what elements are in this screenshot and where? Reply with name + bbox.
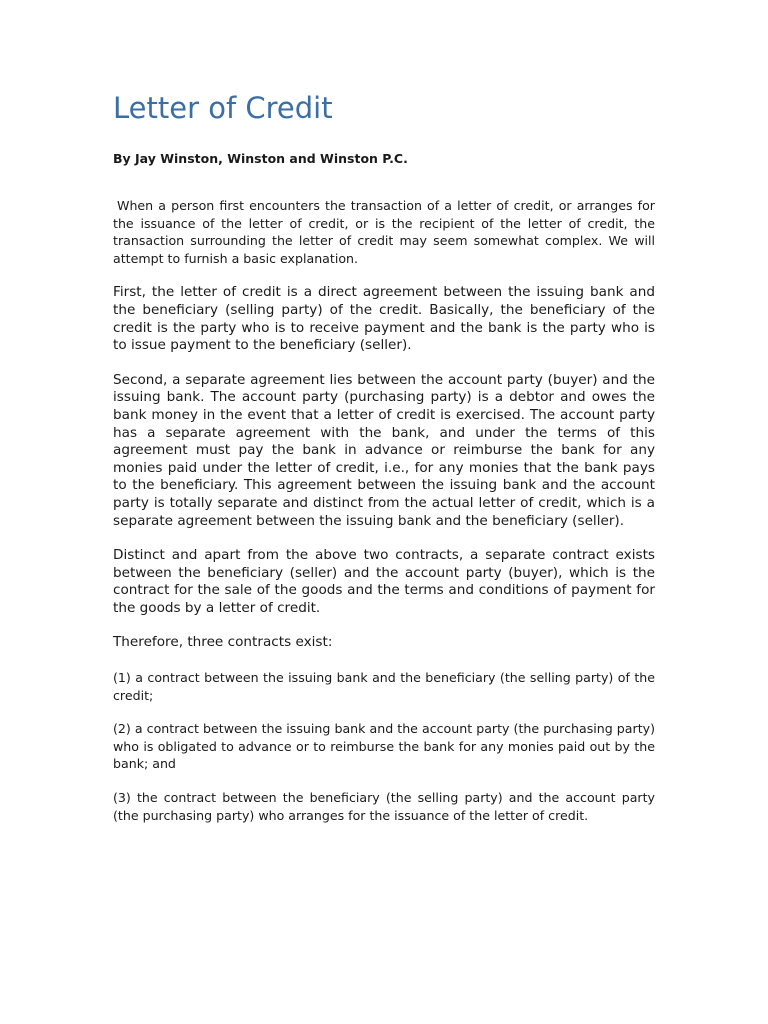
contract-item: (1) a contract between the issuing bank and the beneficiary (the selling party) of the credit; — [113, 670, 655, 703]
paragraph-first: First, the letter of credit is a direct agreement between the issuing bank and the beneficiary (selling party) of the credit. Basically, the beneficiary of the credit is the party who is to receive payment and the bank is the party who is to issue payment to the beneficiary (seller). — [113, 284, 655, 354]
contract-item: (3) the contract between the beneficiary (the selling party) and the account party (the purchasing party) who arranges for the issuance of the letter of credit. — [113, 790, 655, 823]
paragraph-second: Second, a separate agreement lies between the account party (buyer) and the issuing bank. The account party (purchasing party) is a debtor and owes the bank money in the event that a letter of credit is exercised. The account party has a separate agreement with the bank, and under the terms of this agreement must pay the bank in advance or reimburse the bank for any monies paid under the letter of credit, i.e., for any monies that the bank pays to the beneficiary. This agreement between the issuing bank and the account party is totally separate and distinct from the actual letter of credit, which is a separate agreement between the issuing bank and the beneficiary (seller). — [113, 371, 655, 529]
contract-item: (2) a contract between the issuing bank and the account party (the purchasing party) who is obligated to advance or to reimburse the bank for any monies paid out by the bank; and — [113, 721, 655, 772]
paragraph-therefore: Therefore, three contracts exist: — [113, 634, 333, 651]
paragraph-intro: When a person first encounters the transaction of a letter of credit, or arranges for the issuance of the letter of credit, or is the recipient of the letter of credit, the transaction surrounding the letter of credit may seem somewhat complex. We will attempt to furnish a basic explanation. — [113, 198, 655, 266]
paragraph-distinct: Distinct and apart from the above two contracts, a separate contract exists between the beneficiary (seller) and the account party (buyer), which is the contract for the sale of the goods and the terms and conditions of payment for the goods by a letter of credit. — [113, 547, 655, 616]
author-byline: By Jay Winston, Winston and Winston P.C. — [113, 151, 408, 166]
page-title: Letter of Credit — [113, 91, 333, 125]
document-page — [113, 88, 655, 840]
